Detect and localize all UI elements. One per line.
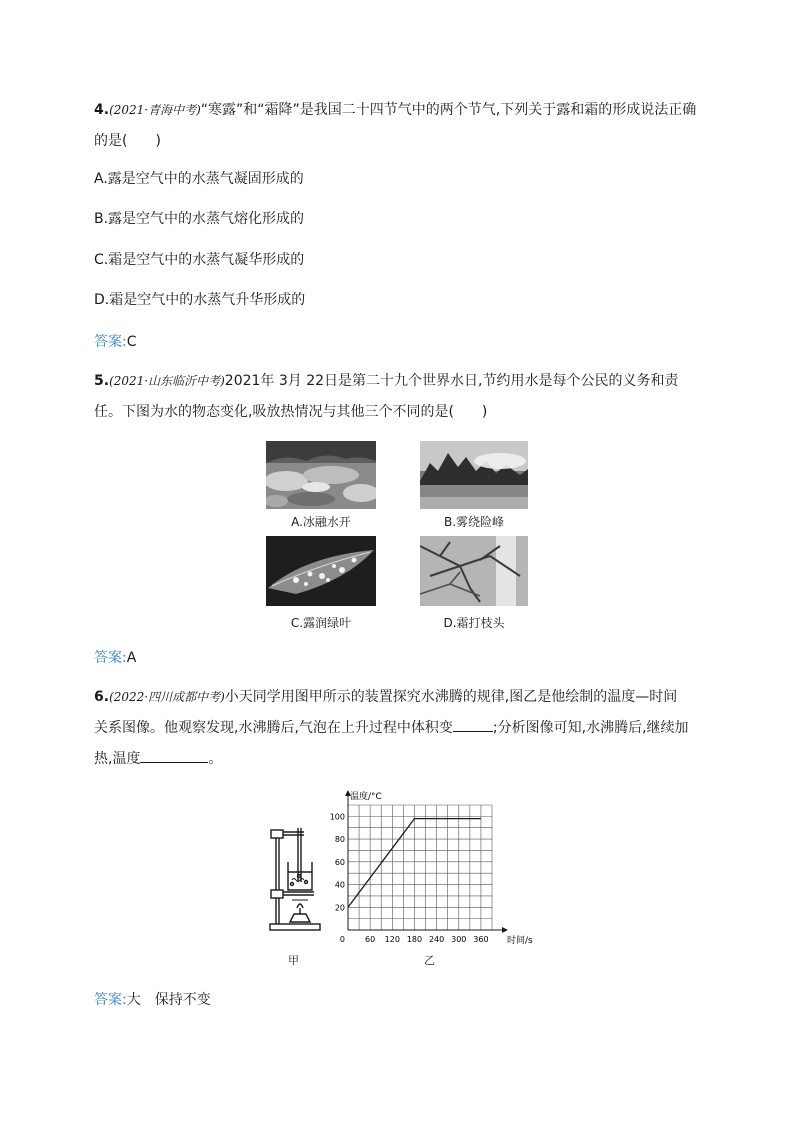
- question-number: 4.: [94, 102, 110, 118]
- option-b: B.露是空气中的水蒸气熔化形成的: [94, 211, 305, 227]
- figure-a-label: 甲: [288, 954, 299, 967]
- question-stem-cont: 的是( ): [94, 133, 161, 149]
- chart-tick-labels: [330, 812, 489, 944]
- option-a: A.露是空气中的水蒸气凝固形成的: [94, 171, 304, 187]
- photo-fog-mountains: [420, 441, 528, 509]
- answer-q5: [94, 648, 136, 668]
- photo-ice-melting: [266, 441, 376, 509]
- photo-dew-leaf: [266, 536, 376, 606]
- x-tick-label: 180: [406, 935, 423, 944]
- chart-axes: [345, 790, 508, 933]
- question-stem: 小天同学用图甲所示的装置探究水沸腾的规律,图乙是他绘制的温度—时间: [224, 689, 678, 705]
- question-stem: “寒露”和“霜降”是我国二十四节气中的两个节气,下列关于露和霜的形成说法正确: [200, 102, 697, 118]
- answer-value: C: [126, 334, 137, 350]
- caption-a: A.冰融水开: [291, 515, 351, 529]
- temperature-time-chart: [328, 786, 538, 946]
- caption-b: B.雾绕险峰: [443, 515, 505, 529]
- x-tick-label: 240: [428, 935, 445, 944]
- question-source: (2022·四川成都中考): [109, 690, 225, 704]
- caption-c: C.露润绿叶: [290, 616, 352, 630]
- question-6: [94, 682, 704, 775]
- question-number: 5.: [94, 373, 110, 389]
- question-stem-cont: 任。下图为水的物态变化,吸放热情况与其他三个不同的是( ): [94, 404, 488, 420]
- question-stem-cont: 关系图像。他观察发现,水沸腾后,气泡在上升过程中体积变: [94, 720, 453, 736]
- figure-b-label: 乙: [424, 954, 435, 967]
- question-stem-cont2: ;分析图像可知,水沸腾后,继续加: [492, 720, 689, 736]
- x-axis-arrow: [502, 927, 508, 933]
- question-stem: 2021年 3月 22日是第二十九个世界水日,节约用水是每个公民的义务和责: [224, 373, 679, 389]
- boiling-apparatus-figure: [262, 820, 332, 935]
- answer-label: 答案:: [94, 992, 127, 1008]
- y-tick-label: 20: [334, 903, 345, 913]
- answer-label: 答案:: [94, 334, 127, 350]
- option-d: D.霜是空气中的水蒸气升华形成的: [94, 292, 306, 308]
- answer-label: 答案:: [94, 650, 127, 666]
- answer-value: 大 保持不变: [126, 992, 211, 1008]
- y-tick-label: 80: [334, 835, 345, 845]
- origin-label: 0: [339, 935, 345, 944]
- chart-ylabel: 温度/°C: [350, 792, 382, 802]
- x-tick-label: 120: [384, 935, 400, 944]
- fill-blank-1[interactable]: [453, 717, 493, 732]
- x-tick-label: 300: [451, 935, 467, 944]
- option-c: C.霜是空气中的水蒸气凝华形成的: [94, 252, 305, 268]
- caption-d: D.霜打枝头: [443, 616, 505, 630]
- y-tick-label: 60: [334, 857, 345, 867]
- x-tick-label: 60: [365, 935, 376, 944]
- x-tick-label: 360: [473, 935, 489, 944]
- y-tick-label: 40: [334, 880, 345, 890]
- answer-q4: [94, 332, 137, 352]
- question-number: 6.: [94, 689, 110, 705]
- photo-frost-branches: [420, 536, 528, 606]
- chart-xlabel: 时间/s: [507, 936, 533, 946]
- answer-value: A: [126, 650, 137, 666]
- question-stem-cont3: 热,温度: [94, 751, 141, 767]
- question-4: [94, 95, 704, 157]
- question-source: (2021·青海中考): [109, 103, 201, 117]
- question-5: [94, 366, 704, 428]
- fill-blank-2[interactable]: [140, 748, 208, 763]
- answer-q6: [94, 990, 211, 1010]
- question-stem-end: 。: [208, 751, 223, 767]
- chart-grid: [348, 805, 492, 930]
- question-source: (2021·山东临沂中考): [109, 374, 225, 388]
- y-tick-label: 100: [329, 812, 345, 822]
